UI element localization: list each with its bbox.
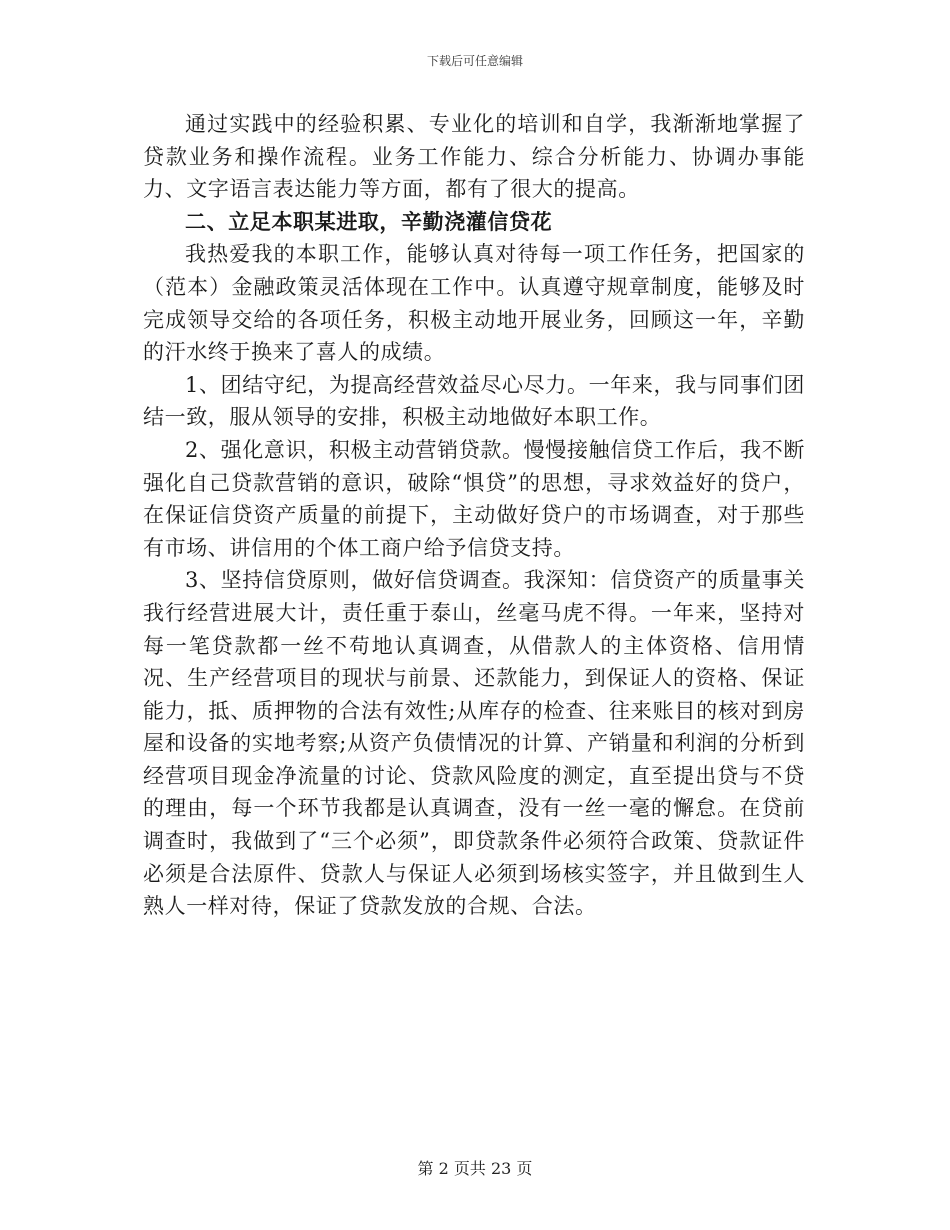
paragraph-love-work: 我热爱我的本职工作，能够认真对待每一项工作任务，把国家的（范本）金融政策灵活体现在工作中。认真遵守规章制度，能够及时完成领导交给的各项任务，积极主动地开展业务，回顾这一年，辛勤的汗水终于换来了喜人的成绩。 [143,242,805,365]
section-heading: 二、立足本职某进取，辛勤浇灌信贷花 [185,208,553,234]
page-header: 下载后可任意编辑 [426,54,523,68]
paragraph-item-2: 2、强化意识，积极主动营销贷款。慢慢接触信贷工作后，我不断强化自己贷款营销的意识，破除“惧贷”的思想，寻求效益好的贷户，在保证信贷资产质量的前提下，主动做好贷户的市场调查，对于那些有市场、讲信用的个体工商户给予信贷支持。 [143,437,805,560]
paragraph-experience: 通过实践中的经验积累、专业化的培训和自学，我渐渐地掌握了贷款业务和操作流程。业务工作能力、综合分析能力、协调办事能力、文字语言表达能力等方面，都有了很大的提高。 [143,112,805,202]
paragraph-item-3: 3、坚持信贷原则，做好信贷调查。我深知：信贷资产的质量事关我行经营进展大计，责任重于泰山，丝毫马虎不得。一年来，坚持对每一笔贷款都一丝不苟地认真调查，从借款人的主体资格、信用情况、生产经营项目的现状与前景、还款能力，到保证人的资格、保证能力，抵、质押物的合法有效性;从库存的检查、往来账目的核对到房屋和设备的实地考察;从资产负债情况的计算、产销量和利润的分析到经营项目现金净流量的讨论、贷款风险度的测定，直至提出贷与不贷的理由，每一个环节我都是认真调查，没有一丝一毫的懈怠。在贷前调查时，我做到了“三个必须”，即贷款条件必须符合政策、贷款证件必须是合法原件、贷款人与保证人必须到场核实签字，并且做到生人熟人一样对待，保证了贷款发放的合规、合法。 [143,568,805,919]
paragraph-item-1: 1、团结守纪，为提高经营效益尽心尽力。一年来，我与同事们团结一致，服从领导的安排，积极主动地做好本职工作。 [143,372,805,430]
page-number: 第 2 页共 23 页 [417,1159,533,1178]
document-body [143,108,805,923]
